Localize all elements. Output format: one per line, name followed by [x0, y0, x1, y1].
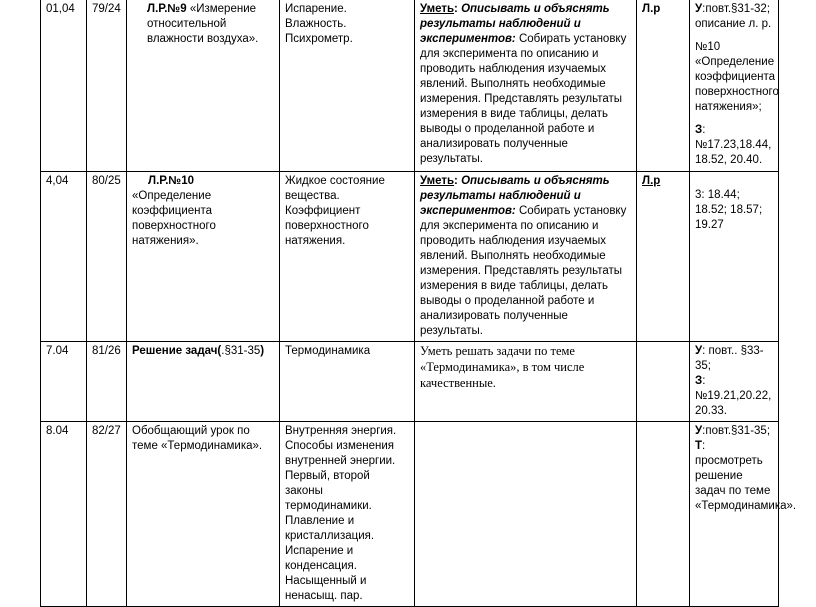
lesson-date: 8.04	[41, 422, 87, 607]
lesson-control: Л.р	[637, 0, 690, 172]
lesson-number: 79/24	[87, 0, 127, 172]
lesson-date: 7.04	[41, 342, 87, 422]
lesson-number: 81/26	[87, 342, 127, 422]
lesson-control	[637, 422, 690, 607]
table-row	[41, 0, 779, 172]
lesson-number: 80/25	[87, 172, 127, 342]
lesson-date: 01,04	[41, 0, 87, 172]
lesson-homework: У:повт.§31-32; описание л. р. №10 «Определение коэффициента поверхностного натяжения»; З:№17.23,18.44, 18.52, 20.40.	[690, 0, 779, 172]
lesson-skills: Уметь: Описывать и объяснять результаты наблюдений и экспериментов: Собирать установку для эксперимента по описанию и проводить наблюдения изучаемых явлений. Выполнять необходимые измерения. Представлять результаты измерения в виде таблицы, делать выводы о проделанной работе и анализировать полученные результаты.	[415, 0, 637, 172]
lesson-topic: Решение задач(.§31-35)	[127, 342, 280, 422]
lesson-control	[637, 342, 690, 422]
lesson-number: 82/27	[87, 422, 127, 607]
lesson-skills: Уметь решать задачи по теме «Термодинамика», в том числе качественные.	[415, 342, 637, 422]
lesson-skills	[415, 422, 637, 607]
table-row	[41, 422, 779, 607]
lesson-date: 4,04	[41, 172, 87, 342]
table-row	[41, 342, 779, 422]
lesson-skills: Уметь: Описывать и объяснять результаты наблюдений и экспериментов: Собирать установку для эксперимента по описанию и проводить наблюдения изучаемых явлений. Выполнять необходимые измерения. Представлять результаты измерения в виде таблицы, делать выводы о проделанной работе и анализировать полученные результаты.	[415, 172, 637, 342]
lesson-topic: Обобщающий урок по теме «Термодинамика».	[127, 422, 280, 607]
lesson-topic: Л.Р.№9 «Измерение относительной влажности воздуха».	[127, 0, 280, 172]
lesson-plan-table	[40, 0, 797, 607]
lesson-homework: У: повт.. §33-35; З:№19.21,20.22, 20.33.	[690, 342, 779, 422]
lesson-content: Термодинамика	[280, 342, 415, 422]
lesson-topic: Л.Р.№10 «Определение коэффициента поверхностного натяжения».	[127, 172, 280, 342]
lesson-content: Испарение. Влажность. Психрометр.	[280, 0, 415, 172]
lesson-homework: 3: 18.44; 18.52; 18.57; 19.27	[690, 172, 779, 342]
lesson-content: Внутренняя энергия. Способы изменения внутренней энергии. Первый, второй законы термодинамики. Плавление и кристаллизация. Испарение и конденсация. Насыщенный и ненасыщ. пар.	[280, 422, 415, 607]
table-row	[41, 172, 779, 342]
lesson-content: Жидкое состояние вещества. Коэффициент поверхностного натяжения.	[280, 172, 415, 342]
lesson-control: Л.р	[637, 172, 690, 342]
lesson-homework: У:повт.§31-35; Т: просмотреть решение задач по теме «Термодинамика».	[690, 422, 779, 607]
